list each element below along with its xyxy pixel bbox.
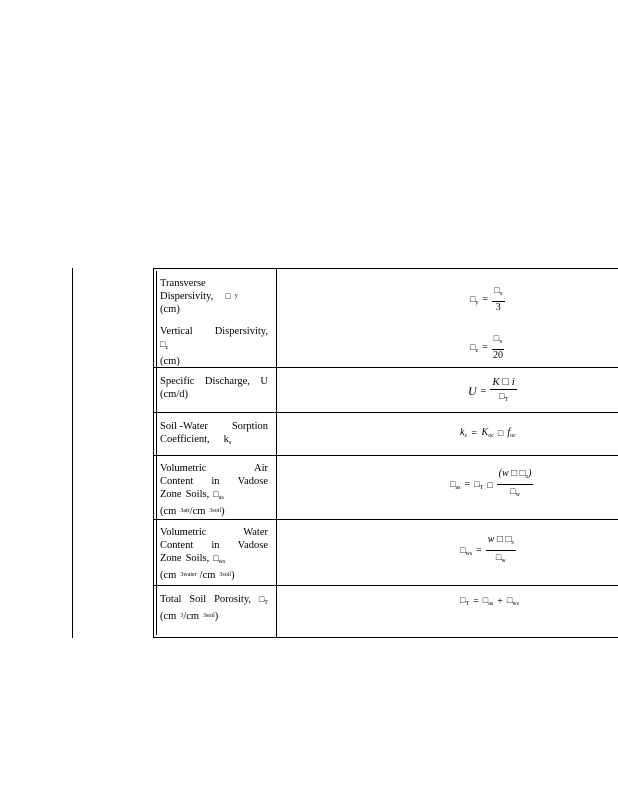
equation-vertical-dispersivity: $□_z$ = $\frac{□_x}{20}$ <box>470 333 503 361</box>
equation-air-content: $□_{as}$ = $□_T$ □ $\frac{(w □ □_s)}{□_w}$ <box>450 468 532 498</box>
parameter-table <box>153 268 618 638</box>
table-row-sorption-coefficient <box>154 413 618 456</box>
label-total-porosity: Total Soil Porosity, $□_T$ (cm 3 /cm 3 soil ) <box>160 594 268 622</box>
label-vertical-dispersivity: Vertical Dispersivity, $□_z$ (cm) <box>160 326 268 367</box>
table-row-specific-discharge <box>154 368 618 413</box>
equation-transverse-dispersivity: $□_y$ = $\frac{□_x}{3}$ <box>470 285 503 313</box>
page-margin-rule <box>72 268 73 638</box>
equation-specific-discharge: U = $\frac{K □ i}{□_T}$ <box>468 376 515 403</box>
label-air-content: Volumetric Air Content in Vadose Zone Soils, $□_{as}$ (cm 3 air /cm 3 soil ) <box>160 463 268 517</box>
label-transverse-dispersivity: Transverse Dispersivity, □ y (cm) <box>160 278 238 315</box>
table-row-water-content <box>154 520 618 586</box>
table-row-dispersivity <box>154 269 618 368</box>
label-sorption-coefficient: Soil -Water Sorption Coefficient, $k_s$ <box>160 421 268 446</box>
label-specific-discharge: Specific Discharge, U (cm/d) <box>160 376 268 400</box>
label-water-content: Volumetric Water Content in Vadose Zone Soils, $□_{ws}$ (cm 3 water /cm 3 soil ) <box>160 527 268 581</box>
table-row-total-porosity <box>154 586 618 637</box>
table-row-air-content <box>154 456 618 520</box>
equation-water-content: $□_{ws}$ = $\frac{w □ □_s}{□_w}$ <box>460 534 514 564</box>
equation-total-porosity: $□_T$ = $□_{as}$ + $□_{ws}$ <box>460 595 519 607</box>
equation-sorption-coefficient: $k_s$ = $K_{oc}$ □ $f_{oc}$ <box>460 427 516 439</box>
